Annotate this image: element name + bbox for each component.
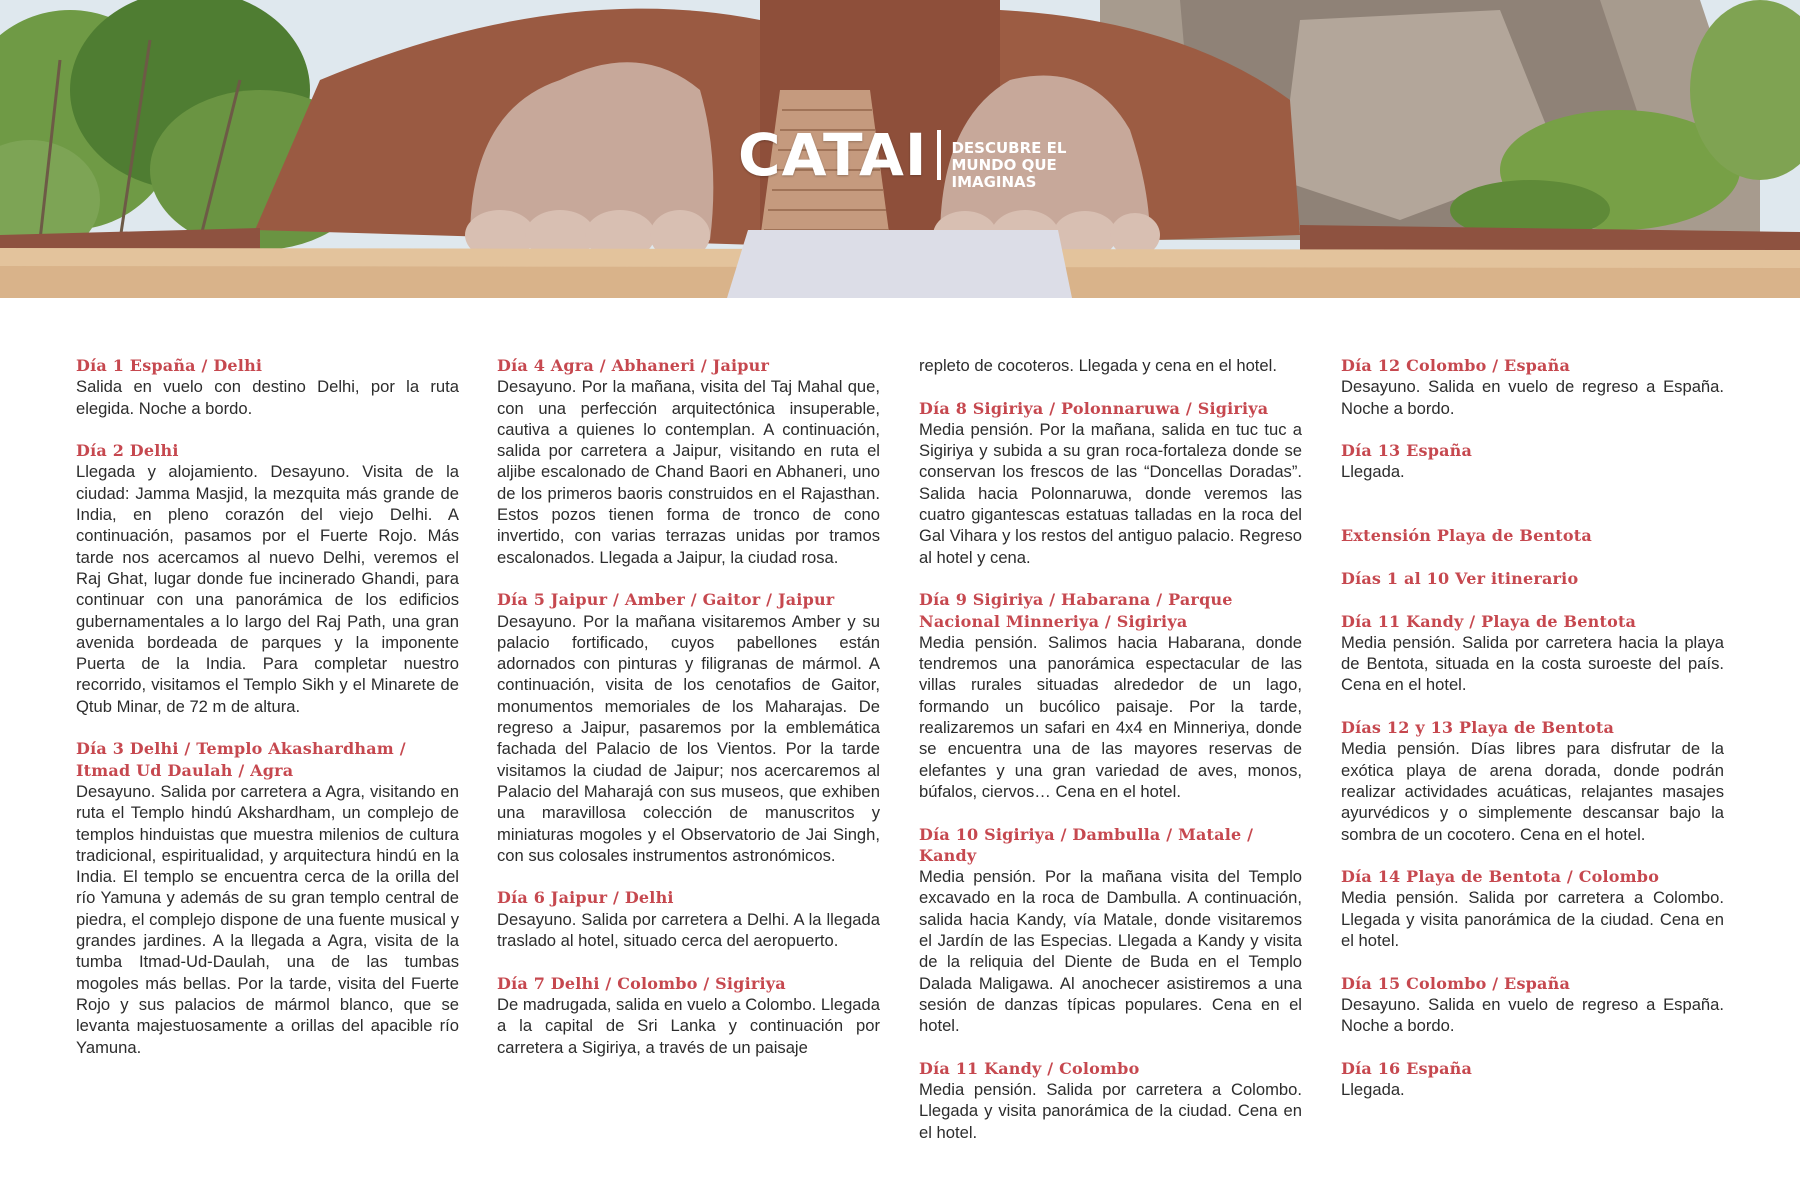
itinerary-day xyxy=(919,398,1302,568)
hero-photo xyxy=(0,0,1800,298)
extension-title: Extensión Playa de Bentota xyxy=(1341,526,1592,546)
day-description: Media pensión. Por la mañana, salida en tuc tuc a Sigiriya y subida a su gran roca-fortaleza donde se conservan los frescos de las “Doncellas Doradas”. Salida hacia Polonnaruwa, donde veremos las cuatro gigantescas estatuas talladas en la roca del Gal Vihara y los restos del antiguo palacio. Regreso al hotel y cena. xyxy=(919,419,1302,567)
day-heading: Día 8 Sigiriya / Polonnaruwa / Sigiriya xyxy=(919,398,1269,418)
itinerary-day xyxy=(76,738,459,1057)
day-heading: Día 12 Colombo / España xyxy=(1341,356,1571,375)
day-description: Media pensión. Días libres para disfrutar de la exótica playa de arena dorada, donde podrán realizar actividades acuáticas, relajantes masajes ayurvédicos y o simplemente descansar bajo la sombra de un cocotero. Cena en el hotel. xyxy=(1341,739,1724,844)
itinerary-day xyxy=(1341,355,1724,419)
day-description: Desayuno. Por la mañana, visita del Taj Mahal que, con una perfección arquitectónica insuperable, cautiva a quienes lo contemplan. A continuación, salida por carretera a Jaipur, visitando en ruta el aljibe escalonado de Chand Baori en Abhaneri, uno de los primeros baoris construidos en el Rajasthan. Estos pozos tienen forma de tronco de cono invertido, con varias terrazas unidas por tramos escalonados. Llegada a Jaipur, la ciudad rosa. xyxy=(497,377,880,567)
day-description: Desayuno. Salida por carretera a Delhi. A la llegada traslado al hotel, situado cerca del aeropuerto. xyxy=(497,909,880,951)
catai-logo xyxy=(738,121,1071,191)
column-1 xyxy=(76,355,459,1079)
day-description: Media pensión. Salida por carretera a Colombo. Llegada y visita panorámica de la ciudad. Cena en el hotel. xyxy=(919,1080,1302,1142)
itinerary-day xyxy=(1341,973,1724,1037)
day-heading: Días 12 y 13 Playa de Bentota xyxy=(1341,718,1615,738)
itinerary-day xyxy=(497,887,880,951)
day-description: Llegada y alojamiento. Desayuno. Visita de la ciudad: Jamma Masjid, la mezquita más grande de India, en pleno corazón del viejo Delhi. A continuación, pasamos por el Fuerte Rojo. Más tarde nos acercamos al nuevo Delhi, veremos el Raj Ghat, lugar donde fue incinerado Ghandi, para continuar con una panorámica de los edificios gubernamentales a lo largo del Raj Path, una gran avenida bordeada de parques y la imponente Puerta de la India. Para completar nuestro recorrido, visitamos el Templo Sikh y el Minarete de Qtub Minar, de 72 m de altura. xyxy=(76,462,459,716)
day-heading: Día 10 Sigiriya / Dambulla / Matale / Kandy xyxy=(919,824,1254,865)
day-heading: Día 15 Colombo / España xyxy=(1341,973,1571,993)
day-description: Media pensión. Salida por carretera hacia la playa de Bentota, situada en la costa suroeste del país. Cena en el hotel. xyxy=(1341,632,1724,695)
day-description: Llegada. xyxy=(1341,1080,1405,1100)
itinerary-continuation xyxy=(919,355,1302,376)
day-heading: Día 11 Kandy / Colombo xyxy=(919,1058,1140,1078)
column-4 xyxy=(1341,355,1724,1122)
itinerary-day xyxy=(1341,866,1724,951)
column-3 xyxy=(919,355,1302,1164)
extension-heading-block xyxy=(1341,525,1724,546)
day-heading: Día 3 Delhi / Templo Akashardham / Itmad Ud Daulah / Agra xyxy=(76,739,406,780)
column-2 xyxy=(497,355,880,1079)
itinerary-columns xyxy=(0,355,1800,1155)
day-description: Llegada. xyxy=(1341,462,1405,482)
itinerary-day xyxy=(497,973,880,1058)
day-description: Desayuno. Salida por carretera a Agra, visitando en ruta el Templo hindú Akshardham, un complejo de templos hinduistas que muestra milenios de cultura tradicional, espiritualidad, y arquitectura hindú en la India. El templo se encuentra cerca de la orilla del río Yamuna y además de su gran templo central de piedra, el complejo dispone de una fuente musical y grandes jardines. A la llegada a Agra, visita de la tumba Itmad-Ud-Daulah, una de las tumbas mogoles más bellas. Por la tarde, visita del Fuerte Rojo y sus palacios de mármol blanco, que se levanta majestuosamente a orillas del apacible río Yamuna. xyxy=(76,781,459,1057)
days-reference-block xyxy=(1341,568,1724,589)
logo-wordmark: CATAI xyxy=(738,121,928,189)
day-description: De madrugada, salida en vuelo a Colombo. Llegada a la capital de Sri Lanka y continuación por carretera a Sigiriya, a través de un paisaje xyxy=(497,994,880,1057)
days-reference: Días 1 al 10 Ver itinerario xyxy=(1341,568,1579,588)
itinerary-day xyxy=(497,355,880,568)
day-description-continued: repleto de cocoteros. Llegada y cena en el hotel. xyxy=(919,356,1277,375)
section-spacer xyxy=(1341,504,1724,525)
itinerary-day xyxy=(1341,440,1724,483)
day-heading: Día 1 España / Delhi xyxy=(76,356,263,375)
day-heading: Día 14 Playa de Bentota / Colombo xyxy=(1341,867,1660,887)
itinerary-day xyxy=(497,589,880,866)
logo-tagline: DESCUBRE EL MUNDO QUE IMAGINAS xyxy=(951,139,1067,191)
day-heading: Día 6 Jaipur / Delhi xyxy=(497,888,674,908)
day-description: Media pensión. Por la mañana visita del Templo excavado en la roca de Dambulla. A continuación, salida hacia Kandy, vía Matale, donde visitaremos el Jardín de las Especias. Llegada a Kandy y visita de la reliquia del Diente de Buda en el Templo Dalada Maligawa. Al anochecer asistiremos a una sesión de danzas típicas populares. Cena en el hotel. xyxy=(919,867,1302,1036)
day-heading: Día 7 Delhi / Colombo / Sigiriya xyxy=(497,973,786,993)
itinerary-day xyxy=(1341,717,1724,845)
day-heading: Día 9 Sigiriya / Habarana / Parque Nacional Minneriya / Sigiriya xyxy=(919,590,1233,631)
day-heading: Día 11 Kandy / Playa de Bentota xyxy=(1341,611,1637,631)
title-panel xyxy=(727,230,1072,298)
itinerary-day xyxy=(76,440,459,717)
itinerary-day xyxy=(76,355,459,419)
logo-divider xyxy=(937,130,941,180)
day-heading: Día 5 Jaipur / Amber / Gaitor / Jaipur xyxy=(497,590,835,610)
day-heading: Día 16 España xyxy=(1341,1058,1473,1078)
day-heading: Día 4 Agra / Abhaneri / Jaipur xyxy=(497,356,770,375)
day-heading: Día 13 España xyxy=(1341,441,1473,461)
day-description: Desayuno. Salida en vuelo de regreso a España. Noche a bordo. xyxy=(1341,994,1724,1036)
itinerary-day xyxy=(1341,611,1724,696)
day-description: Media pensión. Salida por carretera a Colombo. Llegada y visita panorámica de la ciudad. Cena en el hotel. xyxy=(1341,888,1724,951)
day-description: Media pensión. Salimos hacia Habarana, donde tendremos una panorámica espectacular de las villas rurales situadas alrededor de un lago, formando un bucólico paisaje. Por la tarde, realizaremos un safari en 4x4 en Minneriya, donde se encuentra una de las mayores reservas de elefantes y una gran variedad de aves, monos, búfalos, ciervos… Cena en el hotel. xyxy=(919,632,1302,801)
day-description: Desayuno. Por la mañana visitaremos Amber y su palacio fortificado, cuyos pabellones están adornados con pinturas y filigranas de mármol. A continuación, visita de los cenotafios de Gaitor, monumentos memoriales de los Maharajas. De regreso a Jaipur, pasaremos por la emblemática fachada del Palacio de los Vientos. Por la tarde visitamos la ciudad de Jaipur; nos acercaremos al Palacio del Maharajá con sus museos, que exhiben una maravillosa colección de manuscritos y miniaturas mogoles y el Observatorio de Jai Singh, con sus colosales instrumentos astronómicos. xyxy=(497,611,880,865)
day-description: Desayuno. Salida en vuelo de regreso a España. Noche a bordo. xyxy=(1341,377,1724,418)
day-heading: Día 2 Delhi xyxy=(76,441,179,461)
itinerary-day xyxy=(919,589,1302,802)
itinerary-day xyxy=(919,1058,1302,1143)
day-description: Salida en vuelo con destino Delhi, por la ruta elegida. Noche a bordo. xyxy=(76,377,459,418)
itinerary-day xyxy=(1341,1058,1724,1101)
itinerary-day xyxy=(919,824,1302,1037)
